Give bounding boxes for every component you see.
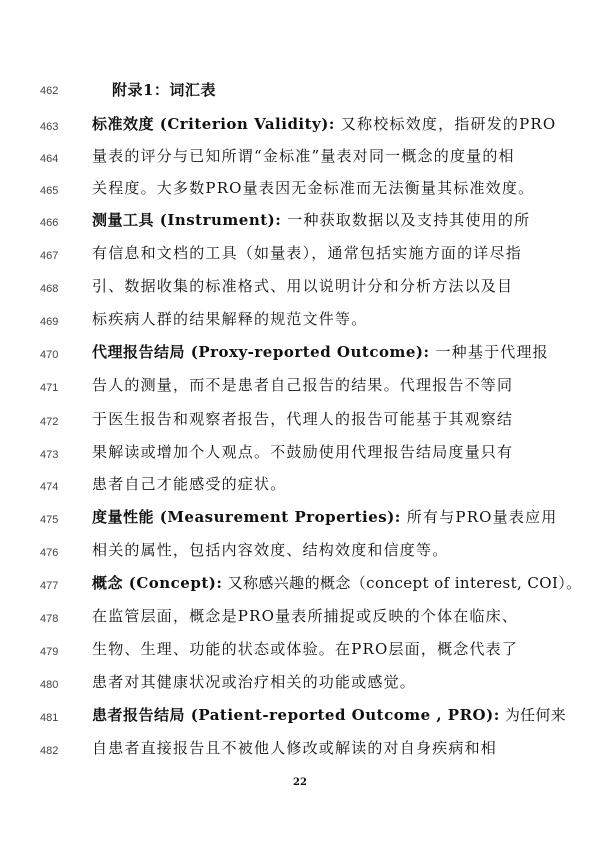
line-number: 463 bbox=[40, 121, 59, 133]
line-number: 479 bbox=[40, 646, 59, 658]
definition-text: 一种基于代理报 bbox=[429, 343, 549, 361]
text-line bbox=[92, 573, 582, 593]
definition-text: 又称感兴趣的概念（concept of interest, COI）。 bbox=[222, 574, 582, 592]
text-line: 自患者直接报告且不被他人修改或解读的对自身疾病和相 bbox=[92, 739, 498, 757]
line-number: 468 bbox=[40, 283, 59, 295]
text-line bbox=[92, 705, 567, 725]
glossary-term: 患者报告结局 (Patient-reported Outcome , PRO): bbox=[92, 706, 500, 724]
line-number: 476 bbox=[40, 547, 59, 559]
text-line: 告人的测量，而不是患者自己报告的结果。代理报告不等同 bbox=[92, 376, 514, 394]
line-number: 477 bbox=[40, 580, 59, 592]
glossary-term: 度量性能 (Measurement Properties): bbox=[92, 508, 401, 526]
line-number: 478 bbox=[40, 613, 59, 625]
line-number: 472 bbox=[40, 416, 59, 428]
line-number: 475 bbox=[40, 514, 59, 526]
definition-text: 为任何来 bbox=[499, 706, 567, 724]
line-number: 471 bbox=[40, 382, 59, 394]
line-number: 462 bbox=[40, 85, 59, 97]
glossary-term: 测量工具 (Instrument): bbox=[92, 211, 282, 229]
text-line: 果解读或增加个人观点。不鼓励使用代理报告结局度量只有 bbox=[92, 443, 514, 461]
text-line: 生物、生理、功能的状态或体验。在PRO层面，概念代表了 bbox=[92, 640, 519, 658]
text-line bbox=[92, 342, 550, 362]
line-number: 464 bbox=[40, 153, 59, 165]
text-line: 于医生报告和观察者报告，代理人的报告可能基于其观察结 bbox=[92, 410, 514, 428]
text-line: 关程度。大多数PRO量表因无金标准而无法衡量其标准效度。 bbox=[92, 179, 535, 197]
definition-text: 一种获取数据以及支持其使用的所 bbox=[281, 211, 531, 229]
glossary-term: 标准效度 (Criterion Validity): bbox=[92, 115, 335, 133]
glossary-term: 概念 (Concept): bbox=[92, 574, 223, 592]
text-line: 患者对其健康状况或治疗相关的功能或感觉。 bbox=[92, 673, 417, 691]
line-number: 469 bbox=[40, 316, 59, 328]
text-line: 引、数据收集的标准格式、用以说明计分和分析方法以及目 bbox=[92, 277, 514, 295]
text-line: 有信息和文档的工具（如量表），通常包括实施方面的详尽指 bbox=[92, 244, 522, 262]
line-number: 470 bbox=[40, 349, 59, 361]
text-line: 在监管层面，概念是PRO量表所捕捉或反映的个体在临床、 bbox=[92, 607, 519, 625]
line-number: 473 bbox=[40, 449, 59, 461]
line-number: 467 bbox=[40, 250, 59, 262]
text-line bbox=[92, 114, 557, 134]
text-line bbox=[92, 210, 550, 230]
definition-text: 又称校标效度，指研发的PRO bbox=[334, 115, 557, 133]
line-number: 480 bbox=[40, 679, 59, 691]
line-number: 466 bbox=[40, 217, 59, 229]
text-line bbox=[92, 507, 558, 527]
line-number: 474 bbox=[40, 481, 59, 493]
appendix-title: 附录1：词汇表 bbox=[112, 81, 216, 99]
text-line: 患者自己才能感受的症状。 bbox=[92, 475, 287, 493]
line-number: 482 bbox=[40, 745, 59, 757]
text-line: 相关的属性，包括内容效度、结构效度和信度等。 bbox=[92, 541, 449, 559]
text-line: 量表的评分与已知所谓“金标准”量表对同一概念的度量的相 bbox=[92, 147, 515, 165]
line-number: 465 bbox=[40, 185, 59, 197]
page-number: 22 bbox=[293, 777, 307, 788]
text-line: 标疾病人群的结果解释的规范文件等。 bbox=[92, 310, 368, 328]
definition-text: 所有与PRO量表应用 bbox=[400, 508, 558, 526]
line-number: 481 bbox=[40, 712, 59, 724]
glossary-term: 代理报告结局 (Proxy-reported Outcome): bbox=[92, 343, 430, 361]
